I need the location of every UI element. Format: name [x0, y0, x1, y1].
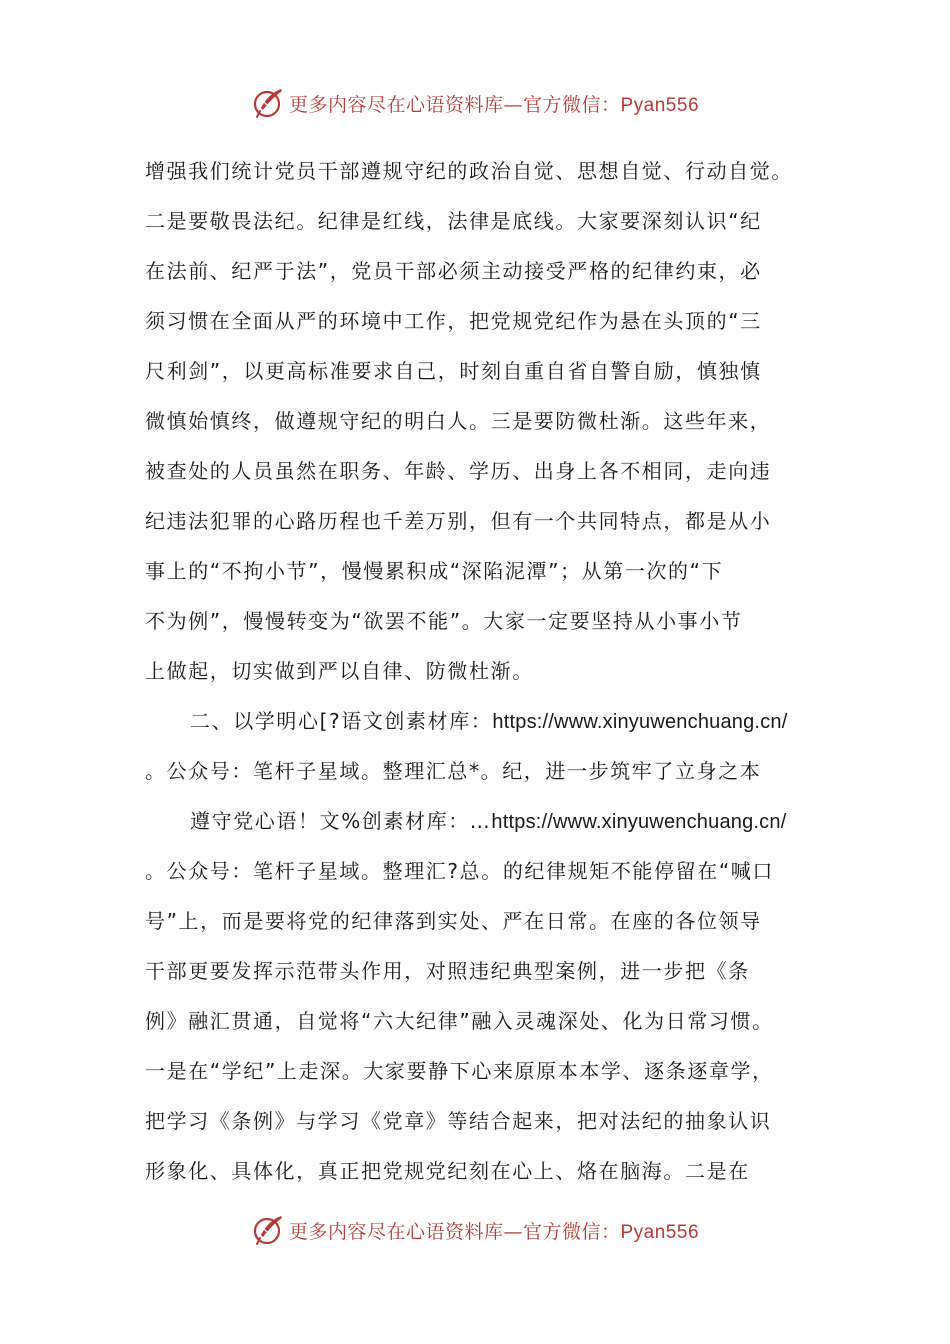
header-watermark-banner	[0, 83, 950, 123]
url-text: https://www.xinyuwenchuang.cn/	[491, 811, 787, 833]
text-line: 增强我们统计党员干部遵规守纪的政治自觉、思想自觉、行动自觉。	[145, 159, 793, 183]
banner-title: 更多内容尽在心语资料库	[288, 1220, 504, 1243]
text-line: 在法前、纪严于法”，党员干部必须主动接受严格的纪律约束，必	[145, 259, 762, 283]
banner-wechat-id: Pyan556	[620, 1221, 700, 1243]
text-line: 被查处的人员虽然在职务、年龄、学历、出身上各不相同，走向违	[145, 459, 772, 483]
feather-pen-logo-icon	[251, 86, 285, 120]
text-line: 须习惯在全面从严的环境中工作，把党规党纪作为悬在头顶的“三	[145, 309, 762, 333]
banner-text	[289, 90, 699, 117]
banner-wechat-label: 官方微信：	[522, 1220, 621, 1243]
text-line: 微慎始慎终，做遵规守纪的明白人。三是要防微杜渐。这些年来，	[145, 409, 772, 433]
footer-watermark-banner	[0, 1210, 950, 1250]
banner-dash: —	[503, 1220, 523, 1243]
text-line: 一是在“学纪”上走深。大家要静下心来原原本本学、逐条逐章学，	[145, 1059, 774, 1083]
feather-pen-logo-icon	[251, 1213, 285, 1247]
url-text: https://www.xinyuwenchuang.cn/	[492, 711, 788, 733]
text-line: 遵守党心语！文%创素材库：…https://www.xinyuwenchuang.cn/	[190, 809, 787, 833]
text-line: 上做起，切实做到严以自律、防微杜渐。	[145, 659, 534, 683]
banner-wechat-id: Pyan556	[620, 94, 700, 116]
text-line: 尺利剑”，以更高标准要求自己，时刻自重自省自警自励，慎独慎	[145, 359, 762, 383]
document-body	[145, 146, 825, 1196]
banner-text	[289, 1217, 699, 1244]
text-line: 。公众号：笔杆子星域。整理汇总*。纪，进一步筑牢了立身之本	[145, 759, 762, 783]
section-heading-line: 二、以学明心[?语文创素材库：https://www.xinyuwenchuang.cn/	[190, 709, 788, 733]
text-line: 把学习《条例》与学习《党章》等结合起来，把对法纪的抽象认识	[145, 1109, 772, 1133]
text-line: 二是要敬畏法纪。纪律是红线，法律是底线。大家要深刻认识“纪	[145, 209, 762, 233]
text-line: 干部更要发挥示范带头作用，对照违纪典型案例，进一步把《条	[145, 959, 750, 983]
text-line: 形象化、具体化，真正把党规党纪刻在心上、烙在脑海。二是在	[145, 1159, 750, 1183]
banner-title: 更多内容尽在心语资料库	[288, 93, 504, 116]
text-line: 。公众号：笔杆子星域。整理汇?总。的纪律规矩不能停留在“喊口	[145, 859, 774, 883]
text-line: 事上的“不拘小节”，慢慢累积成“深陷泥潭”；从第一次的“下	[145, 559, 724, 583]
banner-wechat-label: 官方微信：	[522, 93, 621, 116]
text-line: 纪违法犯罪的心路历程也千差万别，但有一个共同特点，都是从小	[145, 509, 772, 533]
text-line: 例》融汇贯通，自觉将“六大纪律”融入灵魂深处、化为日常习惯。	[145, 1009, 774, 1033]
text-line: 号”上，而是要将党的纪律落到实处、严在日常。在座的各位领导	[145, 909, 762, 933]
banner-dash: —	[503, 93, 523, 116]
text-line: 不为例”，慢慢转变为“欲罢不能”。大家一定要坚持从小事小节	[145, 609, 743, 633]
